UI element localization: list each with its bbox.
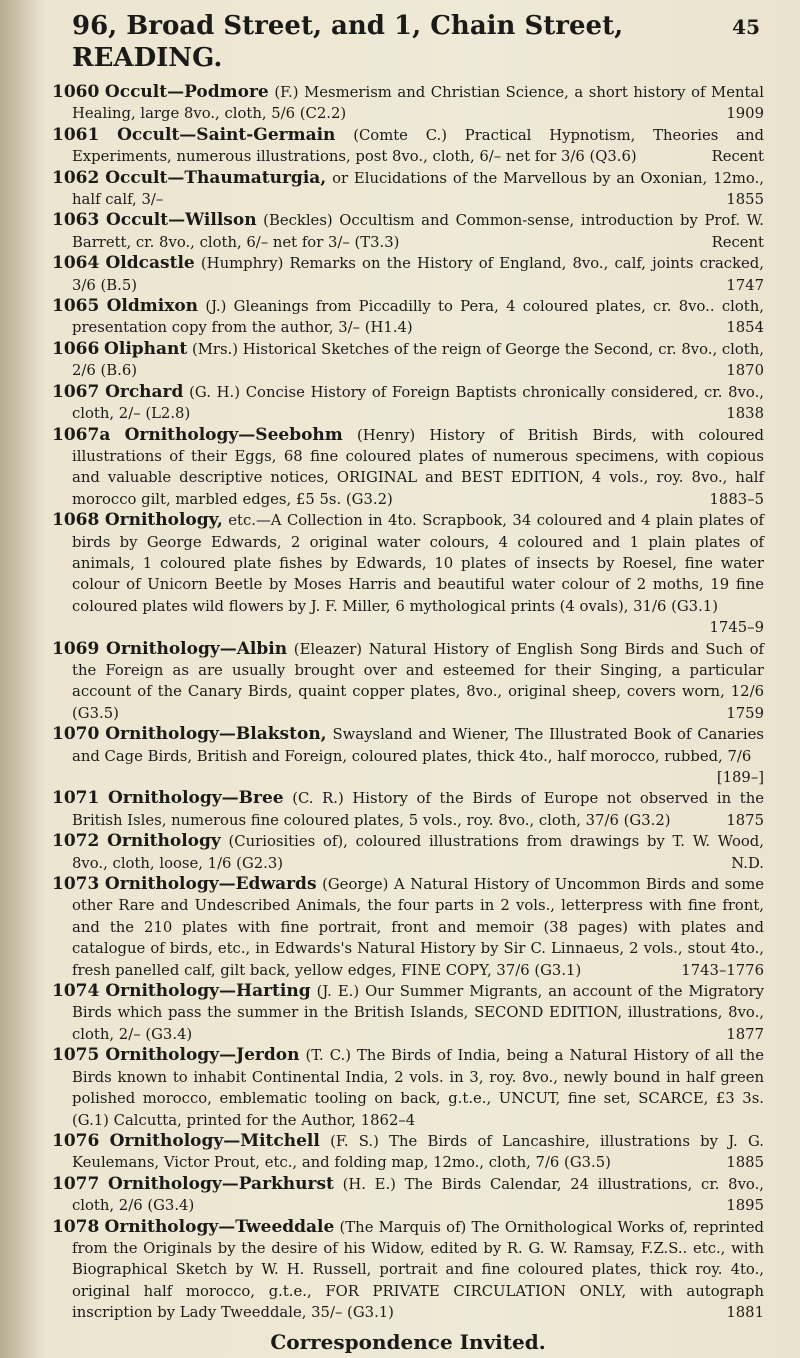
entry-date: Recent bbox=[711, 233, 764, 251]
entry-number: 1077 bbox=[52, 1173, 100, 1194]
footer-correspondence: Correspondence Invited. bbox=[270, 1329, 546, 1354]
running-head-title: 96, Broad Street, and 1, Chain Street, READING. bbox=[72, 11, 624, 73]
catalogue-entry bbox=[52, 168, 764, 211]
entry-description: (Mrs.) Historical Sketches of the reign of George the Second, cr. 8vo., cloth, 2/6 (B.6) bbox=[72, 340, 764, 380]
entry-date: 1855 bbox=[726, 191, 764, 209]
entry-number: 1067 bbox=[52, 381, 100, 402]
catalogue-entry bbox=[52, 788, 764, 831]
catalogue-entry bbox=[52, 82, 764, 125]
catalogue-entry bbox=[52, 831, 764, 874]
entry-heading: Occult—Saint-Germain bbox=[117, 124, 336, 145]
entry-number: 1075 bbox=[52, 1045, 100, 1066]
entry-date: 1881 bbox=[726, 1304, 764, 1322]
entry-date: 1745–9 bbox=[709, 619, 764, 637]
entry-number: 1070 bbox=[52, 724, 100, 745]
entry-number: 1074 bbox=[52, 981, 100, 1002]
entry-number: 1078 bbox=[52, 1216, 100, 1237]
entry-heading: Ornithology—Harting bbox=[105, 981, 311, 1002]
entry-description: (J.) Gleanings from Piccadilly to Pera, 4 coloured plates, cr. 8vo.. cloth, presentation copy from the author, 3/– (H1.4) bbox=[72, 298, 764, 337]
entry-heading: Ornithology—Edwards bbox=[104, 874, 317, 895]
catalogue-entry bbox=[52, 339, 764, 382]
catalogue-entry bbox=[52, 296, 764, 339]
entry-heading: Occult—Podmore bbox=[104, 82, 269, 102]
entry-description: (J. E.) Our Summer Migrants, an account of the Migratory Birds which pass the summer in the British Islands, SECOND EDITION, illustrations, 8vo., cloth, 2/– (G3.4) bbox=[72, 983, 764, 1043]
entry-number: 1071 bbox=[52, 788, 100, 809]
catalogue-entry bbox=[52, 382, 764, 425]
catalogue-entry bbox=[52, 981, 764, 1045]
entry-description: etc.—A Collection in 4to. Scrapbook, 34 coloured and 4 plain plates of birds by George Edwards, 2 original water colours, 4 coloured and 1 plain plates of animals, 1 coloured plate fishes by Edwards, 10 plates of insects by Roesel, fine water colour of Unicorn Beetle by Moses Harris and beautiful water colour of 2 moths, 19 fine coloured plates wild flowers by J. F. Miller, 6 mythological prints (4 ovals), 31/6 (G3.1) bbox=[72, 512, 764, 615]
catalogue-entry bbox=[52, 210, 764, 253]
entry-date: 1747 bbox=[726, 276, 764, 294]
catalogue-entry bbox=[52, 125, 764, 168]
entry-heading: Occult—Willson bbox=[105, 210, 257, 231]
entry-number: 1066 bbox=[52, 338, 100, 359]
entry-description: Swaysland and Wiener, The Illustrated Book of Canaries and Cage Birds, British and Foreign, coloured plates, thick 4to., half morocco, rubbed, 7/6 bbox=[72, 726, 764, 765]
entry-date: Recent bbox=[711, 148, 764, 166]
entry-heading: Ornithology—Jerdon bbox=[105, 1045, 300, 1066]
entry-date: 1759 bbox=[726, 704, 764, 722]
entry-date: 1854 bbox=[726, 319, 764, 337]
entry-number: 1062 bbox=[52, 167, 100, 188]
catalogue-entry bbox=[52, 724, 764, 788]
catalogue-entry bbox=[52, 1174, 764, 1217]
entry-description: (Curiosities of), coloured illustrations from drawings by T. W. Wood, 8vo., cloth, loose, 1/6 (G2.3) bbox=[72, 833, 764, 872]
entry-number: 1063 bbox=[52, 210, 100, 231]
entry-description: (The Marquis of) The Ornithological Works of, reprinted from the Originals by the desire of his Widow, edited by R. G. W. Ramsay, F.Z.S.. etc., with Biographical Sketch by W. H. Russell, portrait and fine coloured plates, thick roy. 4to., original half morocco, g.t.e., FOR PRIVATE CIRCULATION ONLY, with autograph inscription by Lady Tweeddale, 35/– (G3.1) bbox=[72, 1218, 764, 1322]
entry-date: 1743–1776 bbox=[681, 961, 764, 979]
entry-heading: Ornithology—Blakston, bbox=[105, 724, 327, 745]
entry-description: (G. H.) Concise History of Foreign Baptists chronically considered, cr. 8vo., cloth, 2/– (L2.8) bbox=[72, 383, 764, 423]
entry-description: (T. C.) The Birds of India, being a Natural History of all the Birds known to inhabit Continental India, 2 vols. in 3, roy. 8vo., newly bound in half green polished morocco, emblematic tooling on back, g.t.e., UNCUT, fine set, SCARCE, £3 3s. (G.1) Calcutta, printed for the Author, 1862–4 bbox=[72, 1047, 764, 1129]
page-number: 45 bbox=[732, 15, 760, 39]
entry-description: (Beckles) Occultism and Common-sense, introduction by Prof. W. Barrett, cr. 8vo., cloth, 6/– net for 3/– (T3.3) bbox=[72, 212, 764, 251]
entry-description: (Comte C.) Practical Hypnotism, Theories and Experiments, numerous illustrations, post 8vo., cloth, 6/– net for 3/6 (Q3.6) bbox=[72, 126, 764, 166]
entry-heading: Ornithology—Seebohm bbox=[124, 424, 343, 445]
entry-description: (F. S.) The Birds of Lancashire, illustrations by J. G. Keulemans, Victor Prout, etc., and folding map, 12mo., cloth, 7/6 (G3.5) bbox=[72, 1132, 764, 1172]
entry-date: 1870 bbox=[726, 362, 764, 380]
entry-description: (George) A Natural History of Uncommon Birds and some other Rare and Undescribed Animals, the four parts in 2 vols., letterpress with fine front, and the 210 plates with fine portrait, front and memoir (38 pages) with plates and catalogue of birds, etc., in Edwards's Natural History by Sir C. Linnaeus, 2 vols., stout 4to., fresh panelled calf, gilt back, yellow edges, FINE COPY, 37/6 (G3.1) bbox=[72, 876, 764, 979]
catalogue-entry bbox=[52, 639, 764, 725]
entry-date: 1895 bbox=[726, 1197, 764, 1215]
entry-description: (H. E.) The Birds Calendar, 24 illustrations, cr. 8vo., cloth, 2/6 (G3.4) bbox=[72, 1175, 764, 1215]
entry-date: [189–] bbox=[716, 769, 764, 786]
entry-number: 1076 bbox=[52, 1130, 100, 1151]
entry-heading: Ornithology—Mitchell bbox=[109, 1130, 320, 1151]
entry-date: 1909 bbox=[726, 105, 764, 123]
entry-number: 1073 bbox=[52, 874, 100, 895]
entry-description: (Eleazer) Natural History of English Song Birds and Such of the Foreign as are usually brought over and esteemed for their Singing, a particular account of the Canary Birds, quaint copper plates, 8vo., original sheep, covers worn, 12/6 (G3.5) bbox=[72, 640, 764, 722]
entry-heading: Ornithology—Albin bbox=[106, 638, 288, 659]
entry-heading: Orchard bbox=[105, 381, 184, 402]
catalogue-entry bbox=[52, 510, 764, 638]
catalogue-entry bbox=[52, 1131, 764, 1174]
entry-date: 1838 bbox=[726, 405, 764, 423]
entry-number: 1072 bbox=[52, 831, 100, 852]
entry-number: 1061 bbox=[52, 124, 100, 145]
entry-number: 1069 bbox=[52, 638, 100, 659]
entry-heading: Ornithology, bbox=[104, 510, 223, 531]
entry-description: (Humphry) Remarks on the History of England, 8vo., calf, joints cracked, 3/6 (B.5) bbox=[72, 255, 764, 294]
entry-description: (F.) Mesmerism and Christian Science, a short history of Mental Healing, large 8vo., cloth, 5/6 (C2.2) bbox=[72, 84, 764, 123]
page-edge-shadow bbox=[0, 0, 46, 1358]
entry-heading: Oldcastle bbox=[105, 253, 195, 274]
catalogue-entry bbox=[52, 1217, 764, 1324]
entry-number: 1060 bbox=[52, 82, 100, 102]
entry-date: 1885 bbox=[726, 1154, 764, 1172]
catalogue-entry bbox=[52, 874, 764, 981]
entry-number: 1067a bbox=[52, 424, 111, 445]
catalogue-entry bbox=[52, 253, 764, 296]
entry-description: (C. R.) History of the Birds of Europe not observed in the British Isles, numerous fine coloured plates, 5 vols., roy. 8vo., cloth, 37/6 (G3.2) bbox=[72, 790, 764, 829]
running-head bbox=[72, 10, 764, 74]
entry-date: 1877 bbox=[726, 1025, 764, 1043]
catalogue-entries bbox=[52, 82, 764, 1324]
entry-date: 1875 bbox=[726, 811, 764, 829]
catalogue-entry bbox=[52, 425, 764, 511]
entry-heading: Ornithology—Bree bbox=[107, 788, 284, 809]
entry-number: 1068 bbox=[52, 510, 100, 531]
entry-heading: Ornithology bbox=[107, 831, 221, 852]
entry-heading: Oldmixon bbox=[106, 296, 199, 317]
catalogue-entry bbox=[52, 1045, 764, 1131]
entry-heading: Ornithology—Tweeddale bbox=[104, 1216, 335, 1237]
entry-number: 1065 bbox=[52, 296, 100, 317]
entry-heading: Oliphant bbox=[104, 338, 188, 359]
entry-description: (Henry) History of British Birds, with coloured illustrations of their Eggs, 68 fine coloured plates of numerous specimens, with copious and valuable descriptive notices, ORIGINAL and BEST EDITION, 4 vols., roy. 8vo., half morocco gilt, marbled edges, £5 5s. (G3.2) bbox=[72, 426, 764, 508]
entry-heading: Occult—Thaumaturgia, bbox=[105, 167, 327, 188]
entry-description: or Elucidations of the Marvellous by an Oxonian, 12mo., half calf, 3/– bbox=[72, 169, 764, 209]
entry-number: 1064 bbox=[52, 253, 100, 274]
entry-heading: Ornithology—Parkhurst bbox=[108, 1173, 334, 1194]
entry-date: 1883–5 bbox=[709, 490, 764, 508]
entry-date: N.D. bbox=[731, 854, 764, 872]
